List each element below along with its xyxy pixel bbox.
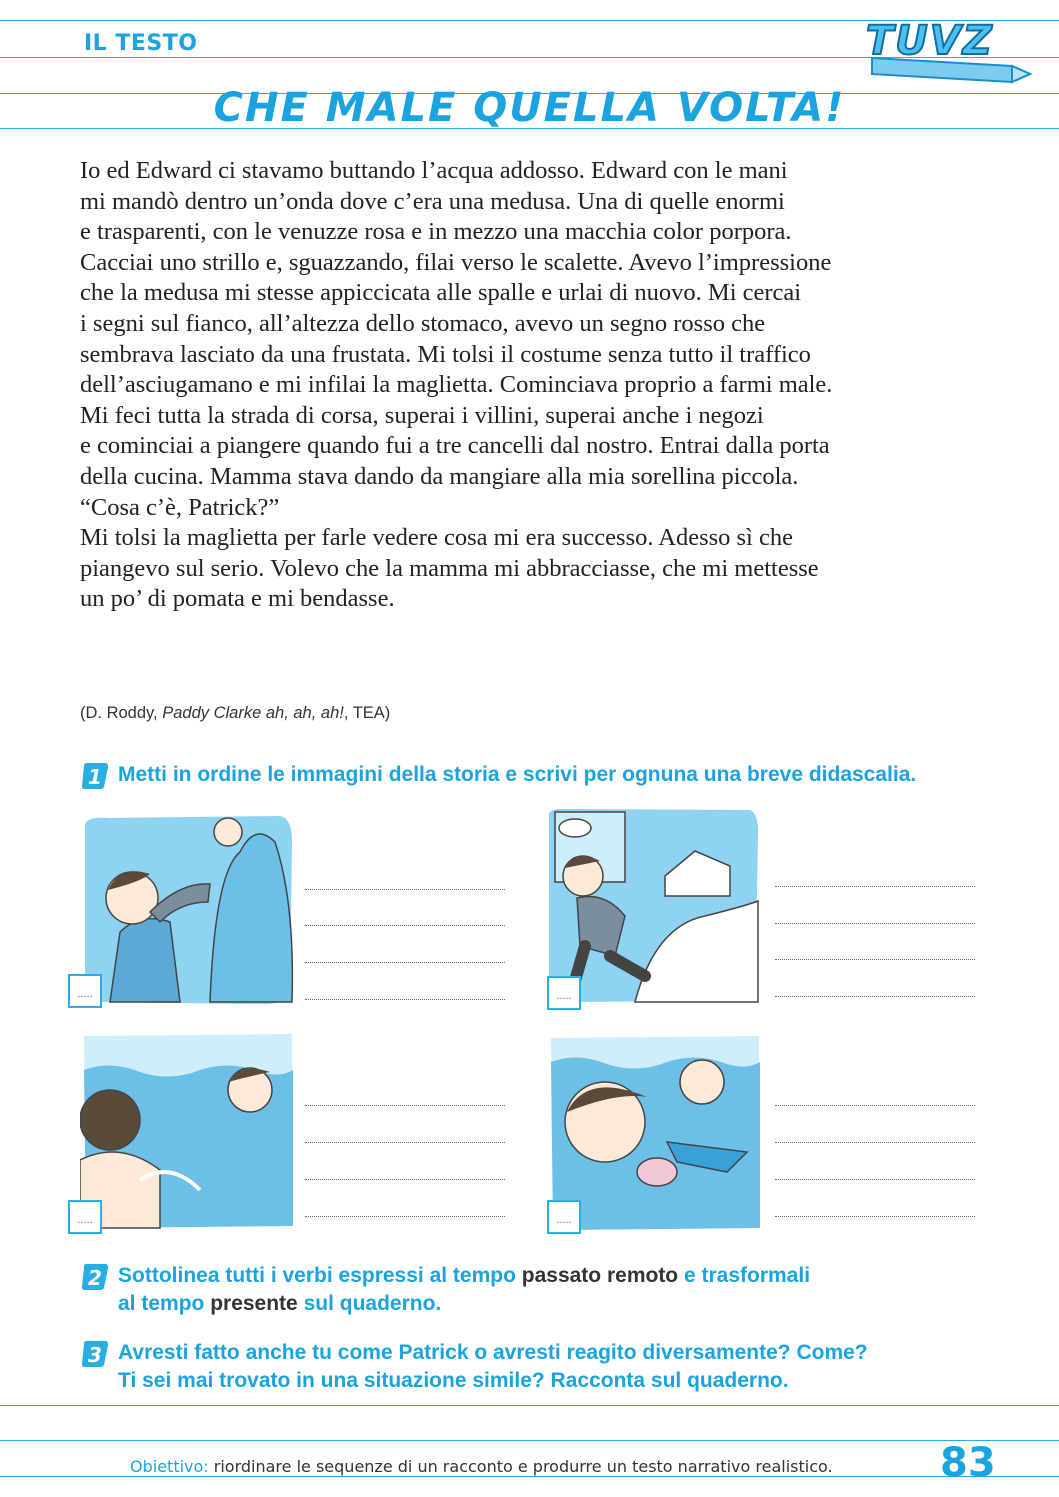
caption-line[interactable] [305,1216,505,1217]
order-number-box[interactable]: ..... [547,1200,581,1234]
caption-line[interactable] [305,962,505,963]
caption-line[interactable] [775,1105,975,1106]
objective-label: Obiettivo: [130,1457,209,1476]
task-number: 1 [88,765,102,789]
order-number-box[interactable]: ..... [68,974,102,1008]
story-line: dell’asciugamano e mi infilai la maglietta. Cominciava proprio a farmi male. [80,371,833,399]
story-line: e cominciai a piangere quando fui a tre cancelli dal nostro. Entrai dalla porta [80,432,830,460]
task-instruction: Metti in ordine le immagini della storia e scrivi per ognuna una breve didascalia. [118,763,917,786]
task-number-badge [80,761,110,791]
logo-text: TUVZ [866,18,994,64]
objective [130,1457,833,1476]
task-1 [80,761,1020,791]
caption-line[interactable] [305,1105,505,1106]
rule-line [0,1440,1059,1441]
task-instruction: Sottolinea tutti i verbi espressi al tempo passato remoto e trasformali al tempo presente sul quaderno. [118,1264,811,1315]
story-line: un po’ di pomata e mi bendasse. [80,585,395,613]
picture-boy-and-mother [77,812,295,1007]
rule-line [0,1405,1059,1406]
illustration-splashing-icon [80,1030,295,1230]
emphasis: passato remoto [521,1264,679,1287]
story-line: e trasparenti, con le venuzze rosa e in mezzo una macchia color porpora. [80,218,792,246]
story-line: “Cosa c’è, Patrick?” [80,493,280,521]
story-text [80,156,980,615]
citation-suffix: , TEA) [343,704,391,722]
rule-line [0,1476,1059,1477]
citation [80,704,390,723]
caption-line[interactable] [305,925,505,926]
caption-line[interactable] [775,959,975,960]
citation-prefix: (D. Roddy, [80,704,163,722]
illustration-boy-crying-icon [80,812,295,1007]
caption-line[interactable] [305,1179,505,1180]
caption-line[interactable] [775,996,975,997]
picture-boys-splashing [77,1030,295,1230]
story-line: della cucina. Mamma stava dando da mangiare alla mia sorellina piccola. [80,462,799,490]
caption-line[interactable] [305,1142,505,1143]
story-line: Io ed Edward ci stavamo buttando l’acqua addosso. Edward con le mani [80,157,788,184]
task-2 [80,1262,980,1322]
logo [852,10,1042,90]
caption-line[interactable] [305,999,505,1000]
story-line: Cacciai uno strillo e, sguazzando, filai verso le scalette. Avevo l’impressione [80,248,832,276]
emphasis: presente [210,1292,298,1315]
page-title: CHE MALE QUELLA VOLTA! [213,85,846,131]
task-3 [80,1339,1020,1399]
task-number: 2 [88,1266,102,1290]
caption-line[interactable] [305,889,505,890]
caption-line[interactable] [775,1179,975,1180]
section-label: IL TESTO [84,31,198,56]
story-line: piangevo sul serio. Volevo che la mamma mi abbracciasse, che mi mettesse [80,554,819,582]
story-line: Mi feci tutta la strada di corsa, superai i villini, superai anche i negozi [80,401,764,429]
caption-line[interactable] [775,1142,975,1143]
citation-title: Paddy Clarke ah, ah, ah! [162,704,344,722]
logo-crayon-icon [852,10,1042,90]
order-number-box[interactable]: ..... [68,1200,102,1234]
task-number-badge [80,1339,110,1369]
story-line: Mi tolsi la maglietta per farle vedere cosa mi era successo. Adesso sì che [80,524,793,552]
caption-line[interactable] [775,886,975,887]
story-line: i segni sul fianco, all’altezza dello stomaco, avevo un segno rosso che [80,309,766,337]
task-instruction: Avresti fatto anche tu come Patrick o avresti reagito diversamente? Come? Ti sei mai trovato in una situazione simile? Racconta sul quaderno. [118,1341,868,1392]
story-line: mi mandò dentro un’onda dove c’era una medusa. Una di quelle enormi [80,187,785,215]
caption-line[interactable] [775,923,975,924]
picture-boy-jellyfish [547,1032,762,1232]
objective-text: riordinare le sequenze di un racconto e produrre un testo narrativo realistico. [208,1457,833,1476]
task-number-badge [80,1262,110,1292]
page-number: 83 [940,1440,996,1486]
caption-line[interactable] [775,1216,975,1217]
task-number: 3 [88,1343,102,1367]
story-line: sembrava lasciato da una frustata. Mi tolsi il costume senza tutto il traffico [80,340,811,368]
story-line: che la medusa mi stesse appiccicata alle spalle e urlai di nuovo. Mi cercai [80,279,802,307]
order-number-box[interactable]: ..... [547,976,581,1010]
picture-boy-running [545,806,760,1006]
